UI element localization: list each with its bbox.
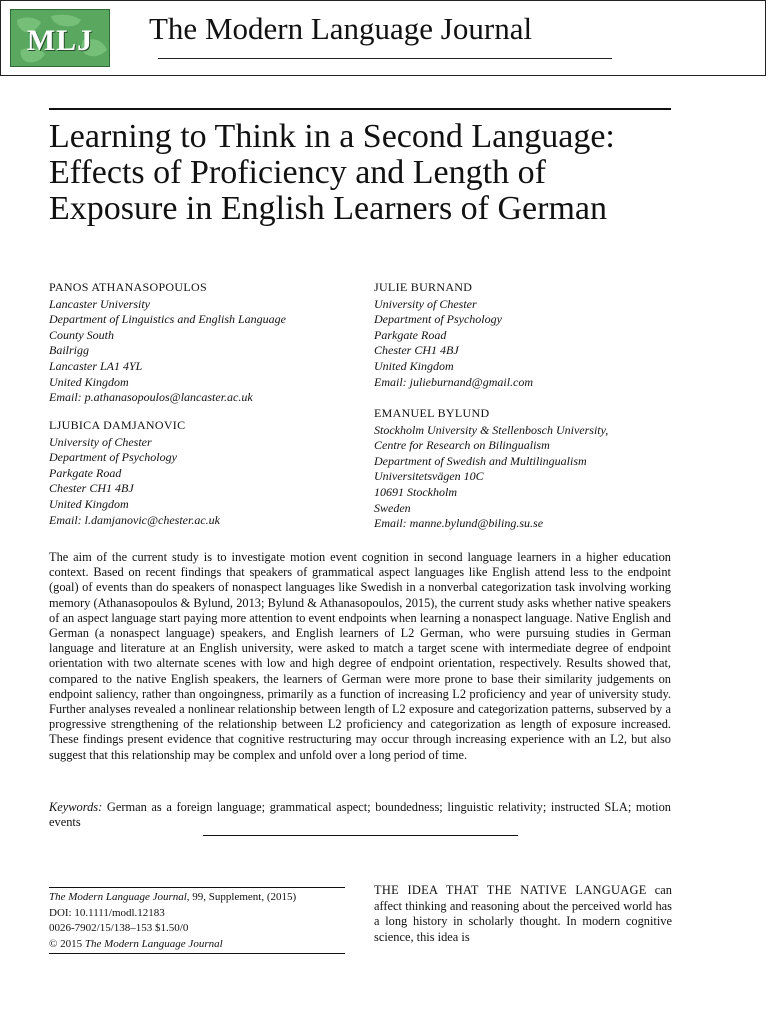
journal-header [0,0,766,76]
author-affiliation-line: Parkgate Road [374,327,447,342]
intro-lead: THE IDEA THAT THE NATIVE LANGUAGE [374,883,647,897]
footnote-journal-name: The Modern Language Journal [49,891,187,903]
footnote-volume: , 99, Supplement, (2015) [186,891,297,903]
author-affiliation-line: Department of Linguistics and English Language [49,312,286,327]
author-affiliation-line: Lancaster LA1 4YL [49,358,143,373]
author-affiliation-line: United Kingdom [49,374,129,389]
author-affiliation-line: Department of Psychology [49,450,177,465]
author-affiliation-line: University of Chester [374,296,477,311]
author-affiliation-line: Sweden [374,500,411,515]
author-affiliation-line: Universitetsvägen 10C [374,469,484,484]
author-affiliation-line: 10691 Stockholm [374,484,457,499]
author-affiliation-line: Bailrigg [49,343,90,358]
author-name: LJUBICA DAMJANOVIC [49,418,186,432]
abstract: The aim of the current study is to investigate motion event cognition in second language learners in a higher education context. Based on recent findings that speakers of grammatical aspect languages like English attend less to the endpoint (goal) of events than do speakers of nonaspect languages like Swedish in a nonverbal categorization task involving working memory (Athanasopoulos & Bylund, 2013; Bylund & Athanasopoulos, 2015), the current study asks whether native speakers of an aspect language start paying more attention to event endpoints when learning a nonaspect language. Native English and German (a nonaspect language) speakers, and English learners of L2 German, who were pursuing studies in German language and literature at an English university, were asked to match a target scene with intermediate degree of endpoint orientation with two alternate scenes with low and high degree of endpoint orientation, respectively. Results showed that, compared to the native English speakers, the learners of German were more prone to base their similarity judgements on endpoint saliency, rather than ongoingness, primarily as a function of increasing L2 proficiency and year of university study. Further analyses revealed a nonlinear relationship between length of L2 exposure and categorization patterns, subserved by a progressive strengthening of the relationship between L2 proficiency and categorization as length of exposure increased. These findings present evidence that cognitive restructuring may occur through increasing experience with an L2, but also suggest that this relationship may be complex and unfold over a long period of time. [49,550,671,762]
author-affiliation-line: Lancaster University [49,296,150,311]
footnote-copyright [49,937,349,953]
footnote-rule-top [49,887,345,888]
author-block-2 [374,280,533,390]
author-name: PANOS ATHANASOPOULOS [49,280,207,294]
author-block-3 [49,418,220,528]
author-block-1 [49,280,286,406]
intro-text: can affect thinking and reasoning about the perceived world has a long history in scholarly thought. In modern cognitive science, this idea is [374,883,672,944]
journal-logo [10,9,110,67]
author-affiliation-line: United Kingdom [374,358,454,373]
author-name: EMANUEL BYLUND [374,406,490,420]
author-email: Email: l.damjanovic@chester.ac.uk [49,512,220,527]
journal-title: The Modern Language Journal [149,11,533,46]
footnote-journal-line [49,890,349,906]
intro-paragraph [374,883,672,945]
title-top-rule [49,108,671,110]
author-affiliation-line: Stockholm University & Stellenbosch University, [374,422,609,437]
publication-footnote [49,890,349,952]
author-affiliation-line: Department of Swedish and Multilingualism [374,453,587,468]
author-affiliation-line: County South [49,327,114,342]
author-affiliation-line: University of Chester [49,434,152,449]
author-affiliation-line: United Kingdom [49,496,129,511]
header-rule [158,58,612,59]
author-block-4 [374,406,608,532]
footnote-doi: DOI: 10.1111/modl.12183 [49,906,165,919]
article-title: Learning to Think in a Second Language: Effects of Proficiency and Length of Exposure in English Learners of German [49,118,615,227]
keywords [49,800,671,830]
keywords-label: Keywords: [49,800,103,814]
author-affiliation-line: Department of Psychology [374,312,502,327]
author-name: JULIE BURNAND [374,280,473,294]
section-divider [203,835,518,836]
footnote-rule-bottom [49,953,345,954]
author-affiliation-line: Centre for Research on Bilingualism [374,438,550,453]
author-affiliation-line: Parkgate Road [49,465,122,480]
author-affiliation-line: Chester CH1 4BJ [374,343,459,358]
copyright-prefix: © 2015 [49,937,85,950]
logo-text: MLJ [26,24,94,57]
footnote-issn: 0026-7902/15/138–153 $1.50/0 [49,922,189,934]
keywords-text: German as a foreign language; grammatical aspect; boundedness; linguistic relativity; instructed SLA; motion events [49,800,671,830]
copyright-journal: The Modern Language Journal [84,937,223,950]
author-email: Email: manne.bylund@biling.su.se [374,516,544,531]
author-affiliation-line: Chester CH1 4BJ [49,481,134,496]
author-email: Email: julieburnand@gmail.com [374,374,534,389]
author-email: Email: p.athanasopoulos@lancaster.ac.uk [49,390,253,405]
